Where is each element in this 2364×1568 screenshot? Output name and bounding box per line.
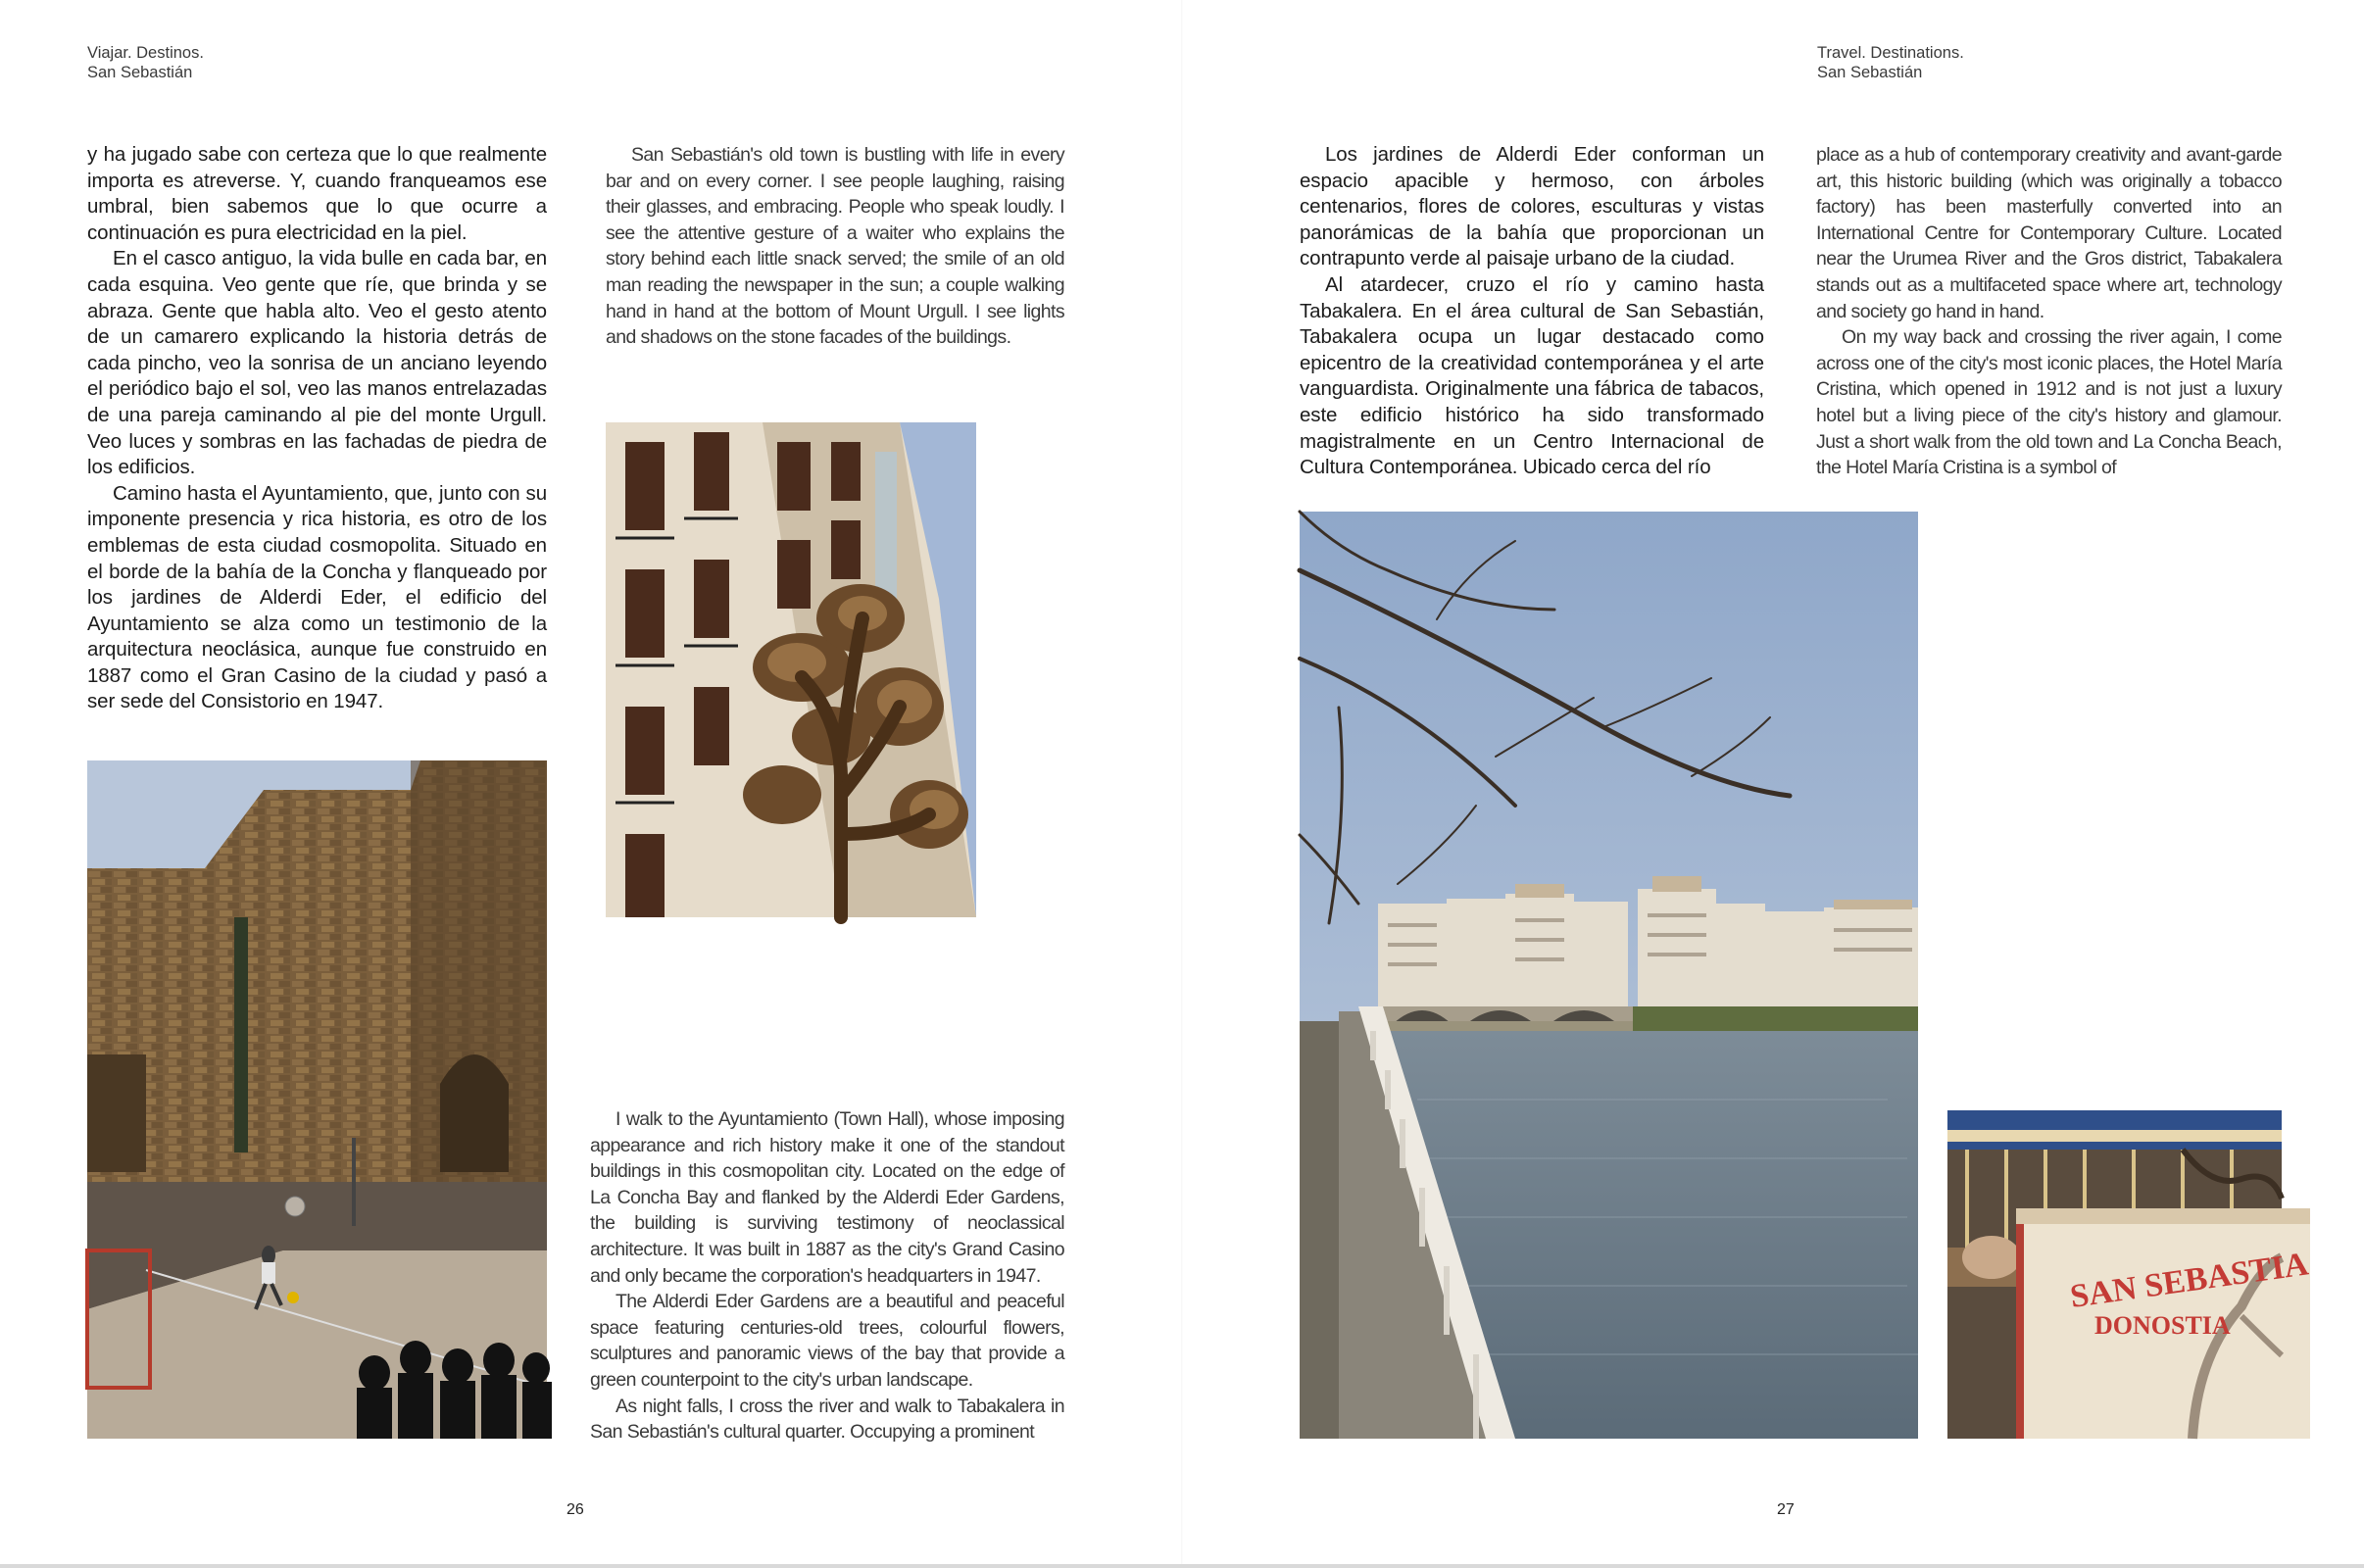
paragraph: The Alderdi Eder Gardens are a beautiful and peaceful space featuring centuries-old trees, colourful flowers, sculptures and panoramic views of the bay that provide a green counterpoint to the city's urban landscape. — [590, 1291, 1064, 1391]
spanish-text-column — [87, 142, 547, 715]
english-text-column-bottom — [590, 1106, 1064, 1446]
courtyard-photo — [87, 760, 547, 1439]
carousel-photo — [1947, 1110, 2311, 1439]
paragraph: San Sebastián's old town is bustling with life in every bar and on every corner. I see people laughing, raising their glasses, and embracing. People who speak loudly. I see the attentive gesture of a waiter who explains the story behind each little snack served; the smile of an old man reading the newspaper in the sun; a couple walking hand in hand at the bottom of Mount Urgull. I see lights and shadows on the stone facades of the buildings. — [606, 144, 1064, 349]
facade-photo — [606, 422, 976, 917]
carousel-sign-line1: SAN SEBASTIA — [2068, 1246, 2311, 1316]
paragraph: En el casco antiguo, la vida bulle en cada bar, en cada esquina. Veo gente que ríe, que brinda y se abraza. Gente que habla alto. Veo el gesto atento de un camarero explicando la historia detrás de cada pincho, veo la sonrisa de un anciano leyendo el periódico bajo el sol, veo las manos entrelazadas de una pareja caminando al pie del monte Urgull. Veo luces y sombras en las fachadas de piedra de los edificios. — [87, 247, 547, 479]
paragraph: As night falls, I cross the river and walk to Tabakalera in San Sebastián's cultural quarter. Occupying a prominent — [590, 1395, 1064, 1444]
viewer-bottom-edge — [0, 1564, 2364, 1568]
english-text-column — [1816, 142, 2282, 481]
page-number-left: 26 — [566, 1501, 584, 1518]
carousel-sign-line2: DONOSTIA — [2094, 1311, 2231, 1340]
english-text-column-top — [606, 142, 1064, 351]
paragraph: Los jardines de Alderdi Eder conforman un espacio apacible y hermoso, con árboles centenarios, flores de colores, esculturas y vistas panorámicas de la bahía que proporcionan un contrapunto verde al paisaje urbano de la ciudad. — [1300, 143, 1764, 270]
paragraph: On my way back and crossing the river again, I come across one of the city's most iconic places, the Hotel María Cristina, which opened in 1912 and is not just a luxury hotel but a living piece of the city's history and glamour. Just a short walk from the old town and La Concha Beach, the Hotel María Cristina is a symbol of — [1816, 326, 2282, 479]
running-head-place: San Sebastián — [87, 64, 193, 81]
running-head-right — [1817, 43, 1964, 82]
river-photo — [1300, 512, 1918, 1439]
page-number-right: 27 — [1777, 1501, 1795, 1518]
paragraph: Al atardecer, cruzo el río y camino hasta Tabakalera. En el área cultural de San Sebastián, Tabakalera ocupa un lugar destacado como epicentro de la creatividad contemporánea y el arte vanguardista. Originalmente una fábrica de tabacos, este edificio histórico ha sido transformado magistralmente en un Centro Internacional de Cultura Contemporánea. Ubicado cerca del río — [1300, 272, 1764, 479]
running-head-left — [87, 43, 204, 82]
running-head-section: Viajar. Destinos. — [87, 44, 204, 62]
paragraph: place as a hub of contemporary creativity and avant-garde art, this historic building (which was originally a tobacco factory) has been masterfully converted into an International Centre for Contemporary Culture. Located near the Urumea River and the Gros district, Tabakalera stands out as a multifaceted space where art, technology and society go hand in hand. — [1816, 144, 2282, 322]
paragraph: Camino hasta el Ayuntamiento, que, junto con su imponente presencia y rica historia, es otro de los emblemas de esta ciudad cosmopolita. Situado en el borde de la bahía de la Concha y flanqueado por los jardines de Alderdi Eder, el edificio del Ayuntamiento se alza como un testimonio de la arquitectura neoclásica, aunque fue construido en 1887 como el Gran Casino de la ciudad y pasó a ser sede del Consistorio en 1947. — [87, 481, 547, 713]
spanish-text-block — [1300, 142, 1764, 481]
right-page — [1182, 0, 2364, 1568]
paragraph: y ha jugado sabe con certeza que lo que realmente importa es atreverse. Y, cuando franqueamos ese umbral, bien sabemos que lo que ocurre a continuación es pura electricidad en la piel. — [87, 143, 547, 244]
running-head-section: Travel. Destinations. — [1817, 44, 1964, 62]
running-head-place: San Sebastián — [1817, 64, 1923, 81]
paragraph: I walk to the Ayuntamiento (Town Hall), whose imposing appearance and rich history make it one of the standout buildings in this cosmopolitan city. Located on the edge of La Concha Bay and flanked by the Alderdi Eder Gardens, the building is surviving testimony of neoclassical architecture. It was built in 1887 as the city's Grand Casino and only became the corporation's headquarters in 1947. — [590, 1108, 1064, 1287]
